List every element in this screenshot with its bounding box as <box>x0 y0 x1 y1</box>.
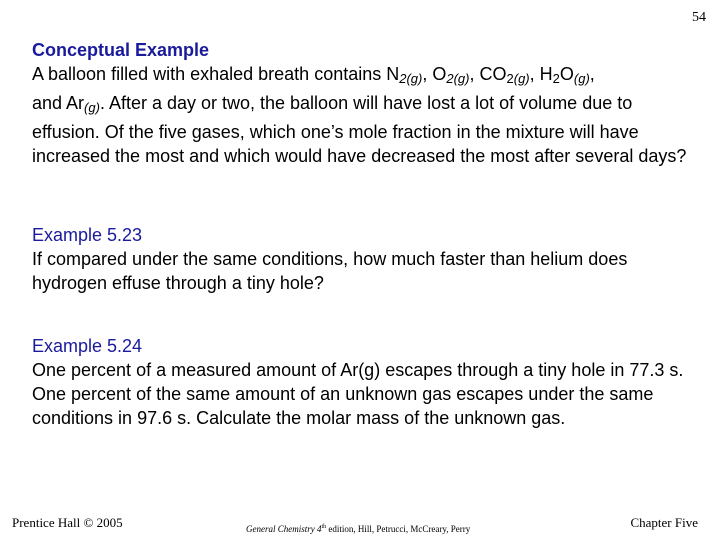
co2-subscript-state: (g) <box>513 71 530 86</box>
text-segment: , <box>589 64 595 84</box>
footer-citation <box>246 524 470 534</box>
example-5-23-block <box>32 223 692 295</box>
text-segment: , CO <box>469 64 507 84</box>
conceptual-example-text <box>32 62 692 168</box>
h2o-subscript: 2 <box>552 71 560 86</box>
footer-edition-sup: th <box>321 524 327 530</box>
footer-book-title: General Chemistry 4 <box>246 524 322 534</box>
ar-state: (g) <box>84 100 100 115</box>
text-segment: and Ar <box>32 93 85 113</box>
example-5-24-text: One percent of a measured amount of Ar(g) escapes through a tiny hole in 77.3 s. One percent of the same amount of an unknown gas escapes under the same conditions in 97.6 s. Calculate the molar mass of the unknown gas. <box>32 360 684 428</box>
text-segment: A balloon filled with exhaled breath contains N <box>32 64 400 84</box>
page-number: 54 <box>692 10 706 25</box>
co2-subscript-number: 2 <box>506 71 514 86</box>
text-segment: , O <box>422 64 447 84</box>
text-segment: O <box>559 64 574 84</box>
footer-publisher: Prentice Hall © 2005 <box>12 515 123 530</box>
example-5-24-heading: Example 5.24 <box>32 336 143 356</box>
example-5-23-text: If compared under the same conditions, how much faster than helium does hydrogen effuse through a tiny hole? <box>32 249 628 293</box>
text-segment: . After a day or two, the balloon will have lost a lot of volume due to effusion. Of the five gases, which one’s mole fraction in the mixture will have increased the most and which would have decreased the most after several days? <box>32 93 687 166</box>
footer-chapter: Chapter Five <box>630 515 698 530</box>
text-segment: , H <box>529 64 553 84</box>
conceptual-example-block <box>32 38 692 168</box>
footer-authors: edition, Hill, Petrucci, McCreary, Perry <box>326 524 471 534</box>
h2o-state: (g) <box>573 71 590 86</box>
o2-subscript: 2(g) <box>446 71 470 86</box>
n2-subscript: 2(g) <box>399 71 423 86</box>
conceptual-example-heading: Conceptual Example <box>32 40 210 60</box>
example-5-24-block <box>32 334 692 430</box>
example-5-23-heading: Example 5.23 <box>32 225 143 245</box>
